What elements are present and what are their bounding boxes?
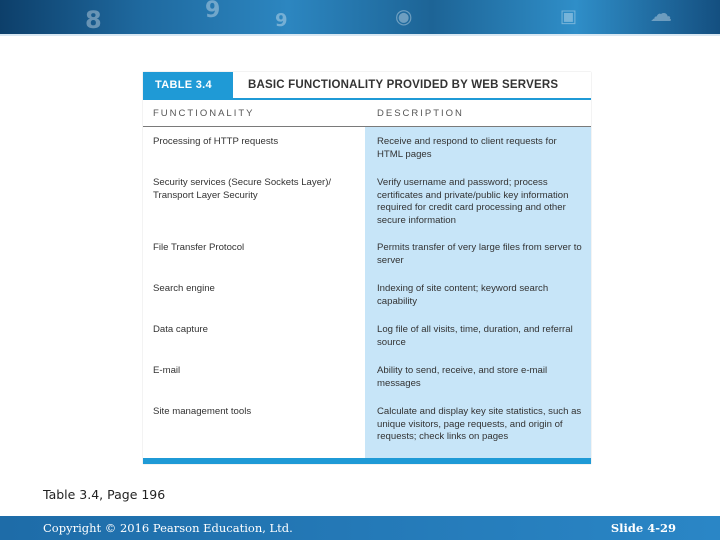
table-row-functionality: File Transfer Protocol [153,242,245,253]
table-number: TABLE 3.4 [143,72,233,98]
column-header-functionality: FUNCTIONALITY [153,108,255,119]
header-banner [0,0,720,36]
table-row-description: Calculate and display key site statistics, such as unique visitors, page requests, and origin of requests; check links on pages [377,406,582,442]
decorative-cloud-icon: ☁ [650,2,672,27]
decorative-digit-icon: 9 [275,10,288,31]
table-footer-bar [143,458,591,464]
decorative-digit-icon: 8 [85,6,102,34]
banner-divider [0,34,720,36]
table-row-functionality: Data capture [153,324,208,335]
decorative-device-icon: ▣ [560,6,578,27]
table-caption: Table 3.4, Page 196 [43,487,166,502]
table-row-description: Verify username and password; process certificates and private/public key information required for credit card processing and other secure information [377,177,569,226]
functionality-table [143,72,591,464]
column-header-description: DESCRIPTION [377,108,464,119]
copyright-text: Copyright © 2016 Pearson Education, Ltd. [43,521,293,535]
table-row-functionality: Site management tools [153,406,252,417]
decorative-circuit-icon: ◉ [395,4,413,28]
table-row-description: Log file of all visits, time, duration, and referral source [377,324,573,348]
table-row-description: Permits transfer of very large files from server to server [377,242,582,266]
footer-bar [0,516,720,540]
table-row-functionality: E-mail [153,365,181,376]
table-row-description: Receive and respond to client requests for HTML pages [377,136,557,160]
column-headers [143,100,591,126]
table-row-functionality: Processing of HTTP requests [153,136,279,147]
table-row-description: Indexing of site content; keyword search capability [377,283,549,307]
table-row-functionality: Security services (Secure Sockets Layer)/ Transport Layer Security [153,177,332,201]
slide-number: Slide 4-29 [610,521,676,535]
table-header [143,72,591,98]
table-row-description: Ability to send, receive, and store e-mail messages [377,365,548,389]
column-header-rule [143,126,591,127]
decorative-digit-icon: 9 [205,0,221,23]
table-row-functionality: Search engine [153,283,215,294]
table-title: BASIC FUNCTIONALITY PROVIDED BY WEB SERVERS [248,79,559,91]
